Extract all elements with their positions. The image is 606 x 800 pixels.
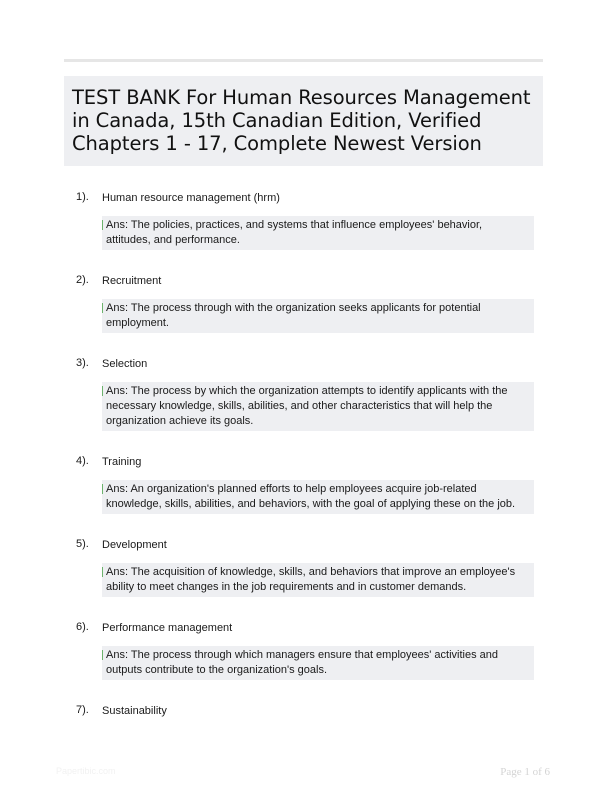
question-item-3 bbox=[0, 354, 606, 452]
question-number: 3). bbox=[76, 357, 89, 369]
question-term: Sustainability bbox=[102, 705, 167, 717]
question-list bbox=[0, 188, 606, 784]
top-divider bbox=[64, 59, 543, 62]
answer-marker bbox=[102, 650, 103, 660]
question-term: Training bbox=[102, 456, 142, 468]
answer-text: Ans: The process through with the organization seeks applicants for potential employment. bbox=[106, 302, 481, 329]
question-term: Recruitment bbox=[102, 275, 162, 287]
question-term: Selection bbox=[102, 358, 148, 370]
question-item-2 bbox=[0, 271, 606, 354]
answer-marker bbox=[102, 386, 103, 396]
question-number: 5). bbox=[76, 538, 89, 550]
title-box bbox=[64, 76, 543, 166]
answer-box bbox=[102, 480, 534, 514]
document-title: TEST BANK For Human Resources Management in Canada, 15th Canadian Edition, Verified Chapters 1 - 17, Complete Newest Version bbox=[72, 86, 531, 155]
answer-text: Ans: The acquisition of knowledge, skills, and behaviors that improve an employee's ability to meet changes in the job requirements and in customer demands. bbox=[106, 566, 516, 593]
question-item-1 bbox=[0, 188, 606, 271]
answer-box bbox=[102, 646, 534, 680]
question-number: 7). bbox=[76, 704, 89, 716]
footer-watermark: Papertibic.com bbox=[56, 766, 116, 776]
answer-text: Ans: The policies, practices, and systems that influence employees' behavior, attitudes, and performance. bbox=[106, 219, 483, 246]
answer-box bbox=[102, 216, 534, 250]
question-item-4 bbox=[0, 452, 606, 535]
question-number: 1). bbox=[76, 191, 89, 203]
question-term: Development bbox=[102, 539, 167, 551]
answer-box bbox=[102, 299, 534, 333]
answer-marker bbox=[102, 220, 103, 230]
question-number: 4). bbox=[76, 455, 89, 467]
question-number: 6). bbox=[76, 621, 89, 633]
answer-marker bbox=[102, 567, 103, 577]
page-number: Page 1 of 6 bbox=[500, 766, 550, 778]
question-number: 2). bbox=[76, 274, 89, 286]
question-item-6 bbox=[0, 618, 606, 701]
question-term: Performance management bbox=[102, 622, 233, 634]
answer-text: Ans: The process by which the organization attempts to identify applicants with the necessary knowledge, skills, abilities, and other characteristics that will help the organization achieve its goals. bbox=[106, 385, 508, 427]
answer-marker bbox=[102, 484, 103, 494]
answer-box bbox=[102, 563, 534, 597]
question-term: Human resource management (hrm) bbox=[102, 192, 280, 204]
answer-box bbox=[102, 382, 534, 431]
question-item-5 bbox=[0, 535, 606, 618]
answer-text: Ans: An organization's planned efforts to help employees acquire job-related knowledge, skills, abilities, and behaviors, with the goal of applying these on the job. bbox=[106, 483, 516, 510]
answer-marker bbox=[102, 303, 103, 313]
answer-text: Ans: The process through which managers ensure that employees' activities and outputs contribute to the organization's goals. bbox=[106, 649, 498, 676]
